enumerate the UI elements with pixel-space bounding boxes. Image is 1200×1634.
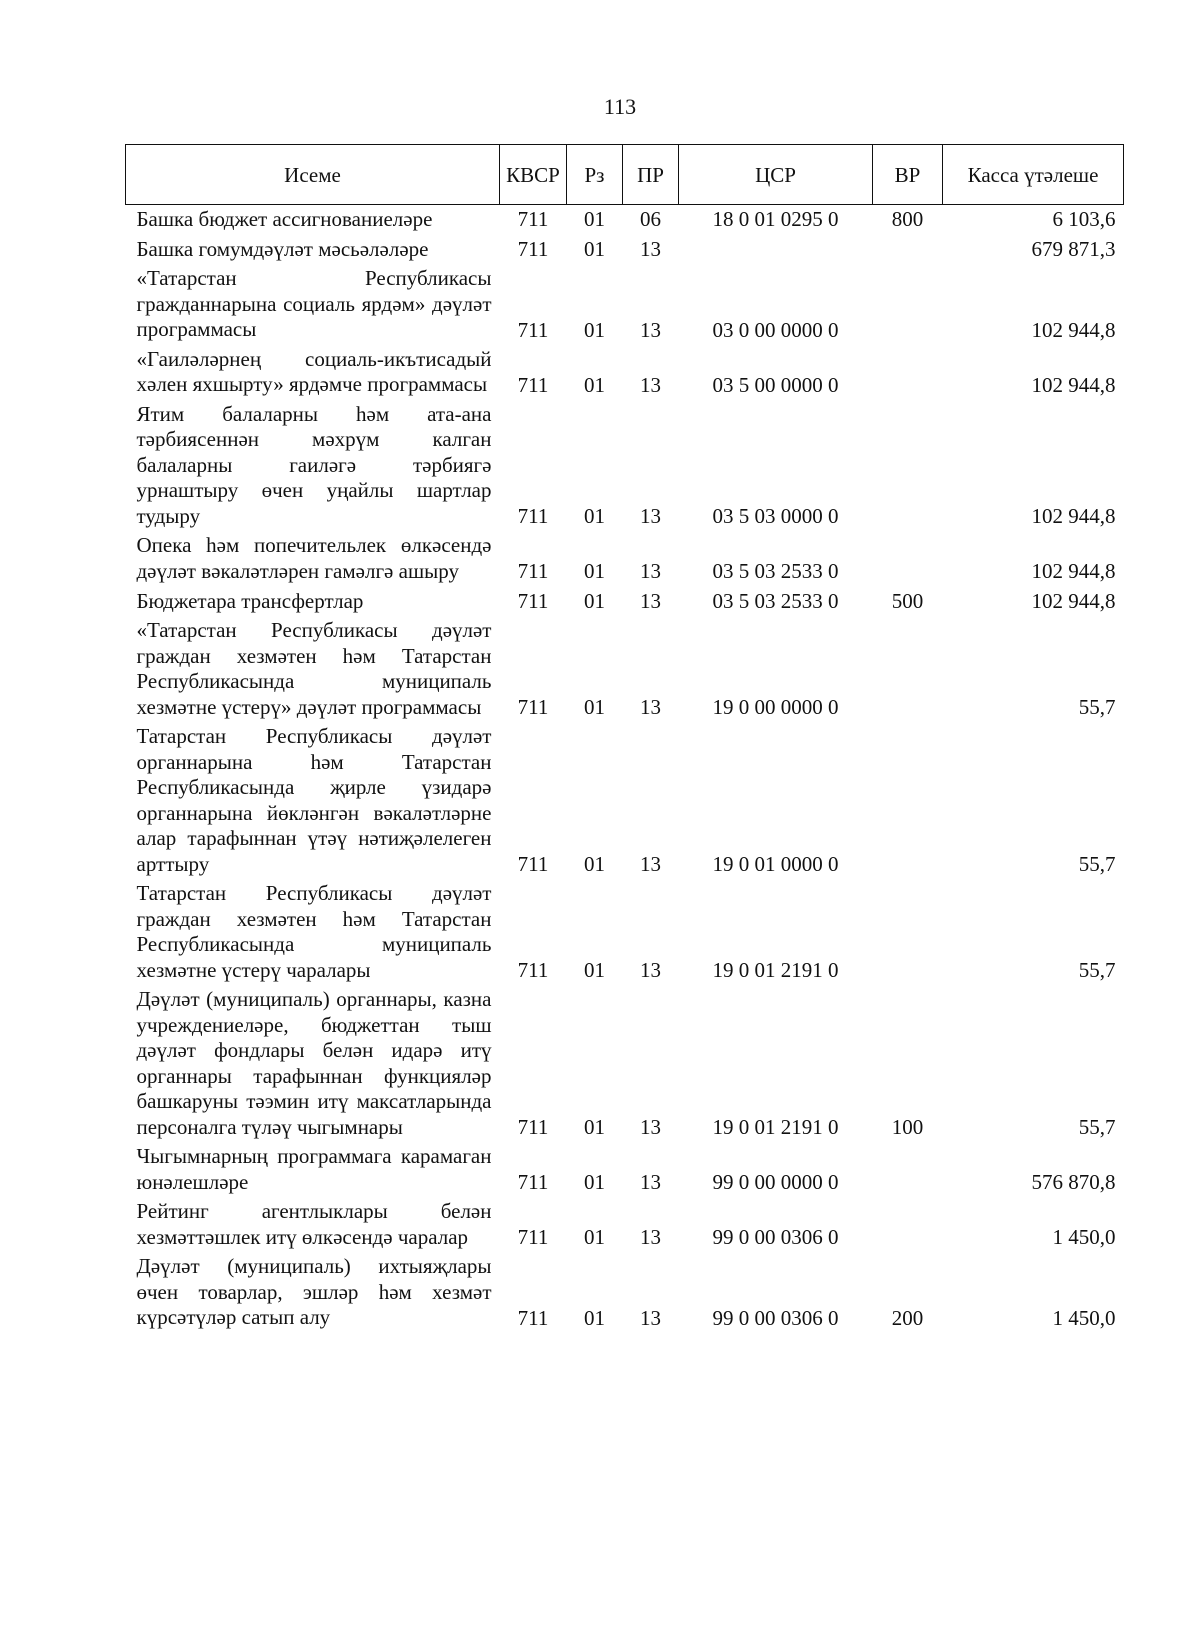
cell-kvsr: 711 [517, 1305, 549, 1330]
cell-pr: 13 [640, 852, 661, 876]
table-row [126, 1254, 1124, 1335]
header-name: Исеме [126, 145, 500, 205]
cell-rz: 01 [584, 1170, 605, 1194]
cell-csr: 03 5 00 0000 0 [712, 372, 839, 397]
cell-name: Татарстан Республикасы дәүләт граждан хезмәтен һәм Татарстан Республикасында муниципаль хезмәтне үстерү чаралары [136, 881, 492, 982]
cell-kassa: 102 944,8 [1031, 589, 1116, 613]
cell-csr: 99 0 00 0000 0 [712, 1170, 839, 1194]
cell-csr: 03 5 03 2533 0 [712, 559, 839, 583]
cell-name: «Гаиләләрнең социаль-икътисадый хәлен яхшырту» ярдәмче программасы [136, 346, 492, 396]
cell-kvsr: 711 [517, 1225, 549, 1249]
cell-vr [873, 236, 943, 266]
cell-kvsr: 711 [517, 1115, 549, 1139]
cell-kassa: 55,7 [1078, 695, 1116, 719]
cell-pr: 13 [640, 695, 661, 719]
table-row [126, 347, 1124, 402]
cell-name: Дәүләт (муниципаль) ихтыяҗлары өчен товарлар, эшләр һәм хезмәт күрсәтүләр сатып алу [136, 1254, 492, 1329]
cell-name: Бюджетара трансфертлар [136, 588, 364, 613]
cell-pr: 13 [640, 589, 661, 613]
table-row [126, 987, 1124, 1144]
table-row [126, 205, 1124, 237]
cell-vr [873, 881, 943, 987]
cell-kassa: 679 871,3 [1031, 237, 1116, 261]
page-number: 113 [603, 94, 637, 119]
cell-vr [873, 266, 943, 347]
table-row [126, 588, 1124, 618]
cell-pr: 13 [640, 317, 661, 342]
cell-csr: 19 0 01 2191 0 [712, 958, 839, 982]
cell-kvsr: 711 [517, 317, 549, 342]
cell-vr [873, 347, 943, 402]
cell-vr: 200 [891, 1305, 924, 1330]
cell-rz: 01 [584, 559, 605, 583]
cell-csr: 99 0 00 0306 0 [712, 1225, 839, 1249]
cell-kvsr: 711 [517, 958, 549, 982]
cell-kassa: 6 103,6 [1052, 207, 1116, 231]
cell-pr: 13 [640, 1225, 661, 1249]
cell-rz: 01 [584, 1115, 605, 1139]
cell-name: Рейтинг агентлыклары белән хезмәттәшлек итү өлкәсендә чаралар [136, 1199, 492, 1249]
header-csr: ЦСР [679, 145, 873, 205]
cell-name: «Татарстан Республикасы гражданнарына социаль ярдәм» дәүләт программасы [136, 266, 492, 341]
cell-kassa: 55,7 [1078, 852, 1116, 876]
cell-vr [873, 724, 943, 881]
table-row [126, 618, 1124, 724]
table-row [126, 402, 1124, 534]
cell-kvsr: 711 [517, 589, 549, 613]
cell-rz: 01 [584, 1305, 605, 1330]
cell-kvsr: 711 [517, 237, 549, 261]
cell-rz: 01 [584, 237, 605, 261]
cell-pr: 13 [640, 237, 661, 261]
header-rz: Рз [567, 145, 623, 205]
header-kassa: Касса үтәлеше [943, 145, 1124, 205]
cell-rz: 01 [584, 207, 605, 231]
cell-rz: 01 [584, 504, 605, 528]
cell-vr [873, 533, 943, 588]
cell-kvsr: 711 [517, 207, 549, 231]
cell-kvsr: 711 [517, 559, 549, 583]
cell-csr [679, 236, 873, 266]
cell-pr: 13 [640, 958, 661, 982]
cell-name: Дәүләт (муниципаль) органнары, казна учреждениеләре, бюджеттан тыш дәүләт фондлары белән идарә итү органнары тарафыннан функцияләр башкаруны тәэмин итү максатларында персоналга түләү чыгымнары [136, 987, 492, 1139]
table-header [126, 145, 1124, 205]
cell-rz: 01 [584, 372, 605, 397]
cell-name: Башка бюджет ассигнованиеләре [136, 206, 433, 231]
header-vr: ВР [873, 145, 943, 205]
cell-pr: 06 [640, 207, 661, 231]
cell-pr: 13 [640, 1115, 661, 1139]
cell-kassa: 102 944,8 [1031, 559, 1116, 583]
cell-kvsr: 711 [517, 1170, 549, 1194]
cell-rz: 01 [584, 958, 605, 982]
cell-vr [873, 402, 943, 534]
cell-pr: 13 [640, 504, 661, 528]
cell-kassa: 1 450,0 [1052, 1305, 1116, 1330]
cell-kvsr: 711 [517, 695, 549, 719]
cell-kvsr: 711 [517, 504, 549, 528]
cell-rz: 01 [584, 317, 605, 342]
table-row [126, 881, 1124, 987]
header-pr: ПР [623, 145, 679, 205]
table-row [126, 724, 1124, 881]
cell-name: «Татарстан Республикасы дәүләт граждан хезмәтен һәм Татарстан Республикасында муниципаль хезмәтне үстерү» дәүләт программасы [136, 618, 492, 719]
cell-csr: 19 0 01 0000 0 [712, 852, 839, 876]
cell-vr [873, 1144, 943, 1199]
cell-vr [873, 618, 943, 724]
cell-kassa: 55,7 [1078, 1115, 1116, 1139]
cell-pr: 13 [640, 1305, 661, 1330]
cell-csr: 03 0 00 0000 0 [712, 317, 839, 342]
cell-csr: 03 5 03 0000 0 [712, 504, 839, 528]
cell-kvsr: 711 [517, 852, 549, 876]
cell-kassa: 102 944,8 [1031, 504, 1116, 528]
cell-csr: 03 5 03 2533 0 [712, 589, 839, 613]
cell-name: Опека һәм попечительлек өлкәсендә дәүләт вәкаләтләрен гамәлгә ашыру [136, 533, 492, 583]
cell-rz: 01 [584, 852, 605, 876]
cell-vr [873, 1199, 943, 1254]
cell-kvsr: 711 [517, 372, 549, 397]
cell-csr: 99 0 00 0306 0 [712, 1305, 839, 1330]
cell-kassa: 576 870,8 [1031, 1170, 1116, 1194]
cell-rz: 01 [584, 695, 605, 719]
cell-vr: 800 [891, 207, 924, 231]
cell-pr: 13 [640, 559, 661, 583]
cell-pr: 13 [640, 372, 661, 397]
cell-kassa: 55,7 [1078, 958, 1116, 982]
header-kvsr: КВСР [500, 145, 567, 205]
table-row [126, 236, 1124, 266]
cell-kassa: 102 944,8 [1031, 317, 1116, 342]
table-row [126, 266, 1124, 347]
cell-name: Татарстан Республикасы дәүләт органнарына һәм Татарстан Республикасында җирле үзидарә органнарына йөкләнгән вәкаләтләрне алар тарафыннан үтәү нәтиҗәлелеген арттыру [136, 724, 492, 876]
budget-table [125, 144, 1124, 1335]
table-row [126, 533, 1124, 588]
table-row [126, 1144, 1124, 1199]
cell-rz: 01 [584, 1225, 605, 1249]
cell-name: Чыгымнарның программага карамаган юнәлешләре [136, 1144, 492, 1194]
table-body [126, 205, 1124, 1335]
cell-kassa: 1 450,0 [1052, 1225, 1116, 1249]
cell-csr: 19 0 01 2191 0 [712, 1115, 839, 1139]
cell-name: Башка гомумдәүләт мәсьәләләре [136, 236, 429, 261]
cell-rz: 01 [584, 589, 605, 613]
cell-pr: 13 [640, 1170, 661, 1194]
cell-vr: 100 [891, 1115, 924, 1139]
cell-kassa: 102 944,8 [1031, 372, 1116, 397]
table-row [126, 1199, 1124, 1254]
cell-csr: 18 0 01 0295 0 [712, 207, 839, 231]
cell-csr: 19 0 00 0000 0 [712, 695, 839, 719]
cell-name: Ятим балаларны һәм ата-ана тәрбиясеннән мәхрүм калган балаларны гаиләгә тәрбиягә урнаштыру өчен уңайлы шартлар тудыру [136, 401, 492, 528]
cell-vr: 500 [891, 589, 924, 613]
